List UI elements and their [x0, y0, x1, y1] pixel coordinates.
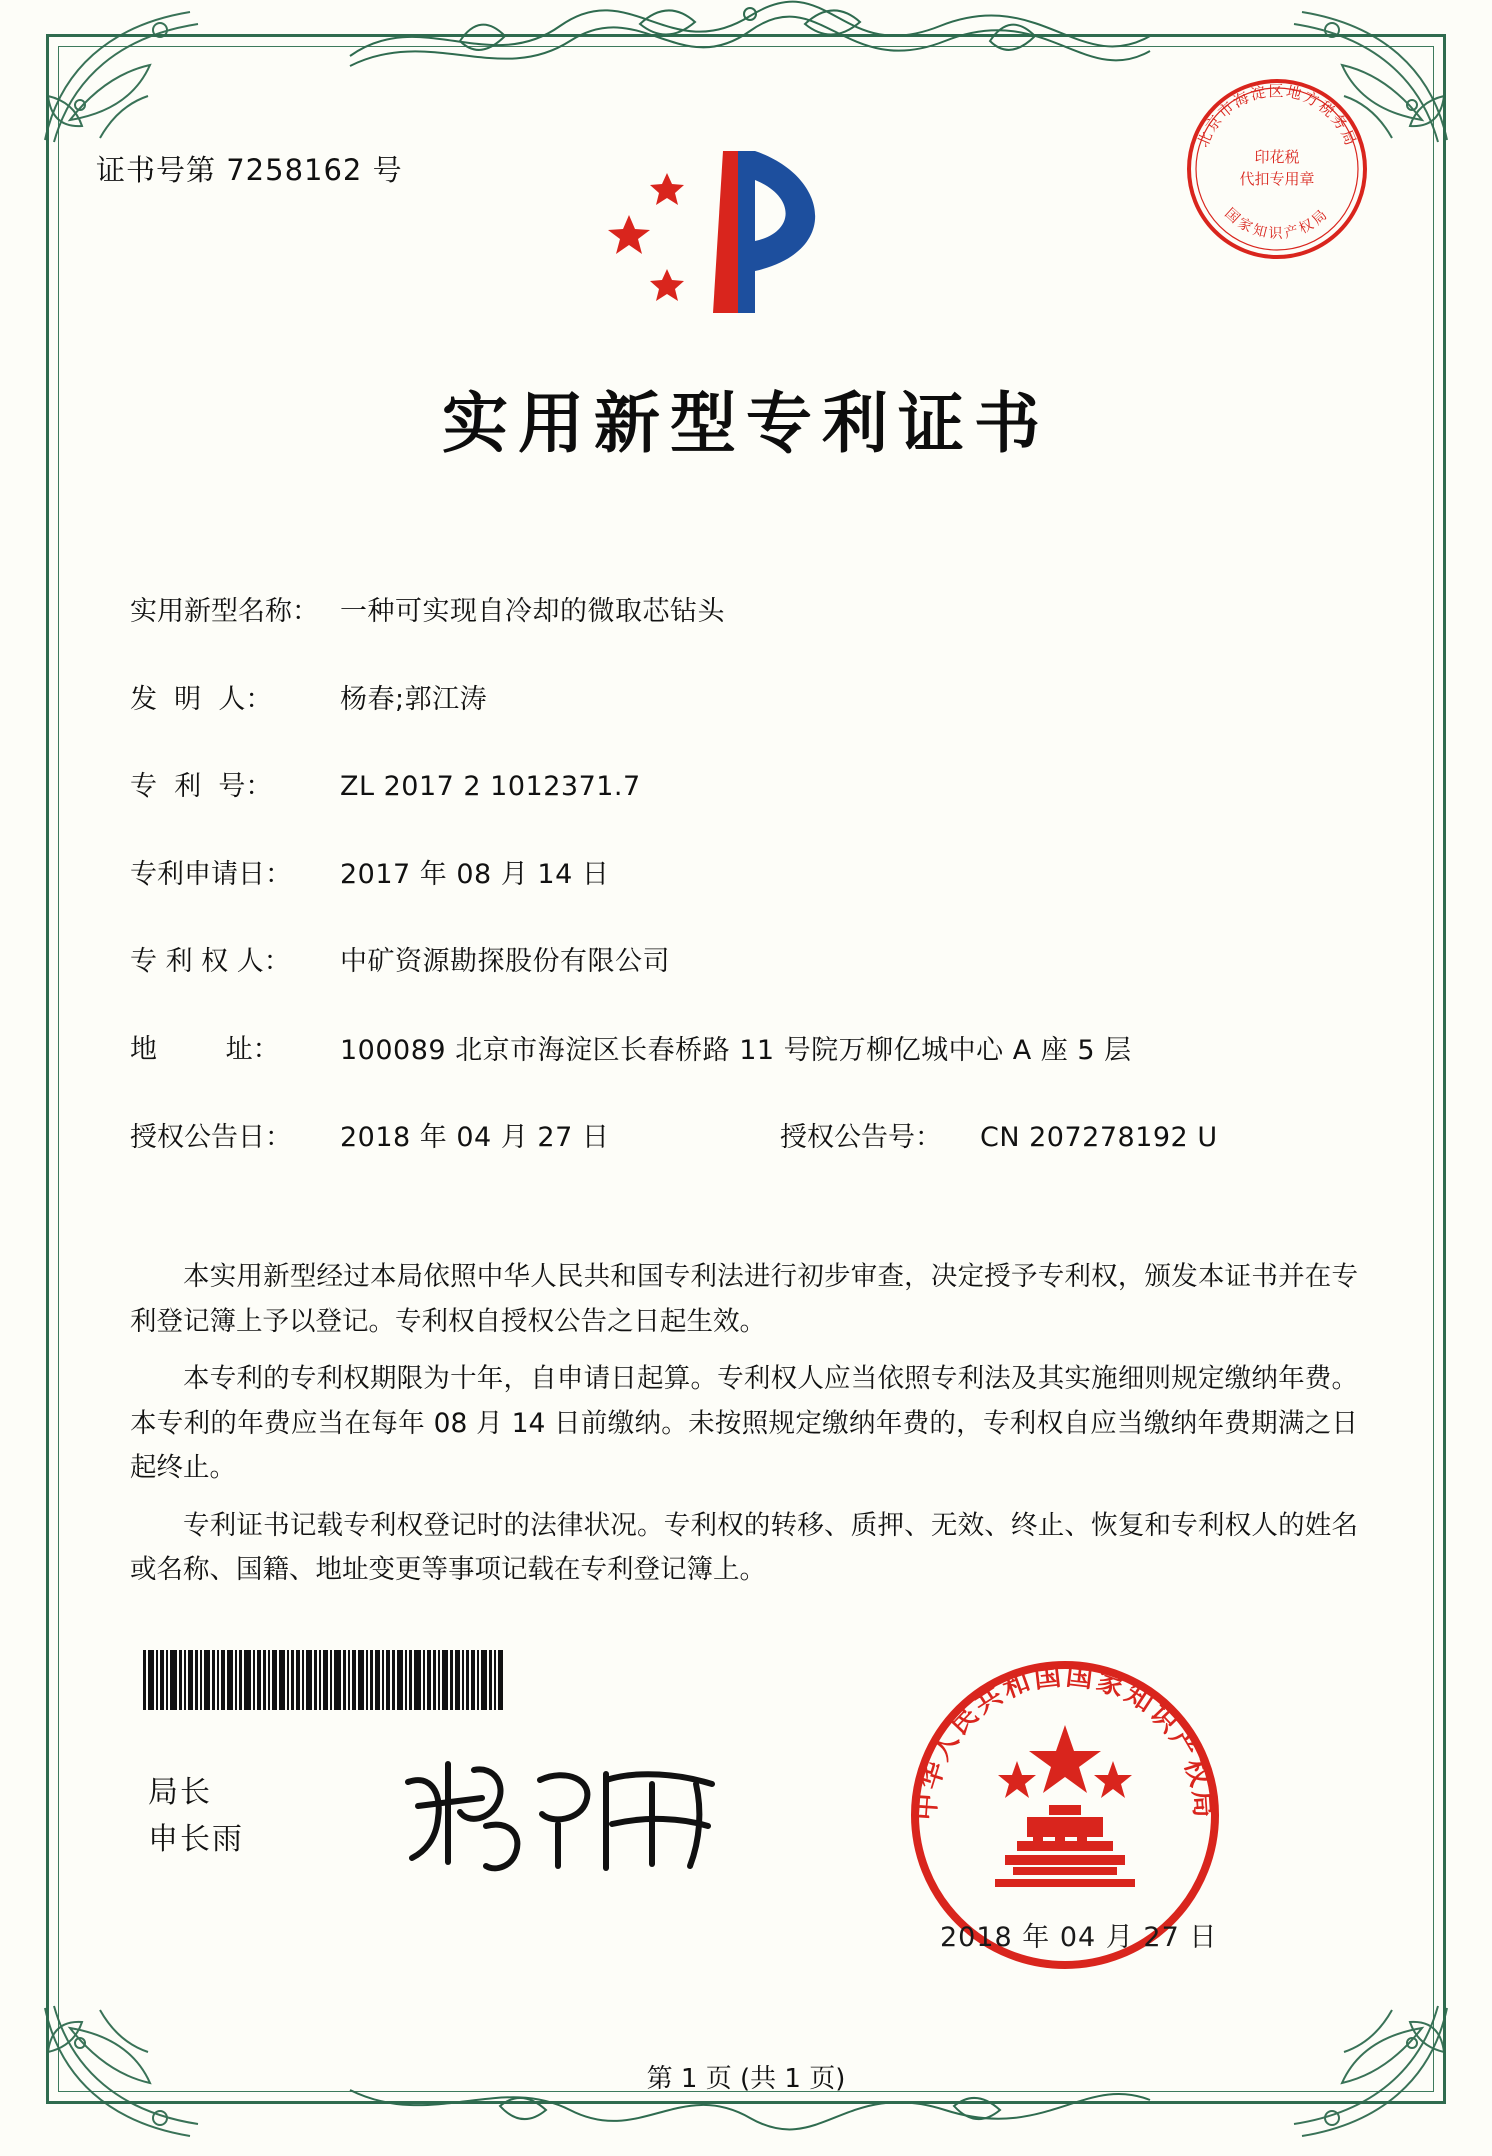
director-block	[148, 1770, 244, 1863]
field-label-grant-number: 授权公告号：	[780, 1122, 942, 1154]
field-value: 中矿资源勘探股份有限公司	[340, 946, 670, 977]
legal-text-block	[130, 1255, 1358, 1606]
field-row-patentee	[130, 942, 1350, 983]
field-label: 专 利 权 人：	[130, 946, 291, 977]
field-label: 专 利 号：	[130, 771, 273, 802]
handwritten-signature	[390, 1740, 750, 1890]
page-title: 实用新型专利证书	[442, 384, 1050, 462]
barcode	[143, 1650, 573, 1710]
paragraph: 专利证书记载专利权登记时的法律状况。专利权的转移、质押、无效、终止、恢复和专利权人的姓名或名称、国籍、地址变更等事项记载在专利登记簿上。	[130, 1509, 1358, 1586]
certificate-number: 证书号第 7258162 号	[96, 153, 403, 187]
svg-text:印花税: 印花税	[1254, 148, 1300, 166]
field-row-utility-model-name	[130, 592, 1350, 633]
field-value: ZL 2017 2 1012371.7	[340, 771, 641, 802]
field-value-grant-number: CN 207278192 U	[980, 1122, 1218, 1154]
seal-date: 2018 年 04 月 27 日	[940, 1922, 1218, 1953]
paragraph: 本实用新型经过本局依照中华人民共和国专利法进行初步审查，决定授予专利权，颁发本证书并在专利登记簿上予以登记。专利权自授权公告之日起生效。	[130, 1261, 1358, 1337]
paragraph: 本专利的专利权期限为十年，自申请日起算。专利权人应当依照专利法及其实施细则规定缴纳年费。本专利的年费应当在每年 08 月 14 日前缴纳。未按照规定缴纳年费的，专利权自应当缴纳年费期满之日起终止。	[130, 1363, 1358, 1484]
field-list	[130, 592, 1350, 1206]
corner-ornament-icon	[40, 0, 250, 150]
field-row-patent-number	[130, 767, 1350, 808]
field-value: 100089 北京市海淀区长春桥路 11 号院万柳亿城中心 A 座 5 层	[340, 1034, 1132, 1066]
svg-text:代扣专用章: 代扣专用章	[1239, 170, 1315, 188]
field-row-address	[130, 1030, 1350, 1072]
field-row-application-date	[130, 855, 1350, 896]
field-value: 杨春;郭江涛	[340, 683, 488, 715]
cnipa-logo-icon	[605, 145, 905, 320]
field-row-grant	[130, 1118, 1350, 1159]
director-title: 局长	[148, 1775, 212, 1810]
svg-text:北京市海淀区地方税务局: 北京市海淀区地方税务局	[1193, 82, 1361, 150]
tax-office-seal	[1182, 74, 1372, 264]
top-ornament-icon	[340, 0, 1160, 86]
director-name: 申长雨	[148, 1821, 244, 1857]
field-label-grant-date: 授权公告日：	[130, 1122, 292, 1154]
svg-text:中华人民共和国国家知识产权局: 中华人民共和国国家知识产权局	[910, 1660, 1220, 1822]
field-label: 发 明 人：	[130, 683, 273, 715]
field-value: 一种可实现自冷却的微取芯钻头	[340, 596, 725, 627]
page-footer: 第 1 页 (共 1 页)	[646, 2064, 846, 2094]
field-value-grant-date: 2018 年 04 月 27 日	[340, 1122, 610, 1154]
svg-text:国家知识产权局: 国家知识产权局	[1221, 205, 1333, 243]
field-label: 实用新型名称：	[130, 596, 319, 627]
field-value: 2017 年 08 月 14 日	[340, 858, 610, 890]
field-row-inventor	[130, 680, 1350, 721]
field-label: 专利申请日：	[130, 858, 292, 890]
field-label: 地 址：	[130, 1033, 280, 1065]
